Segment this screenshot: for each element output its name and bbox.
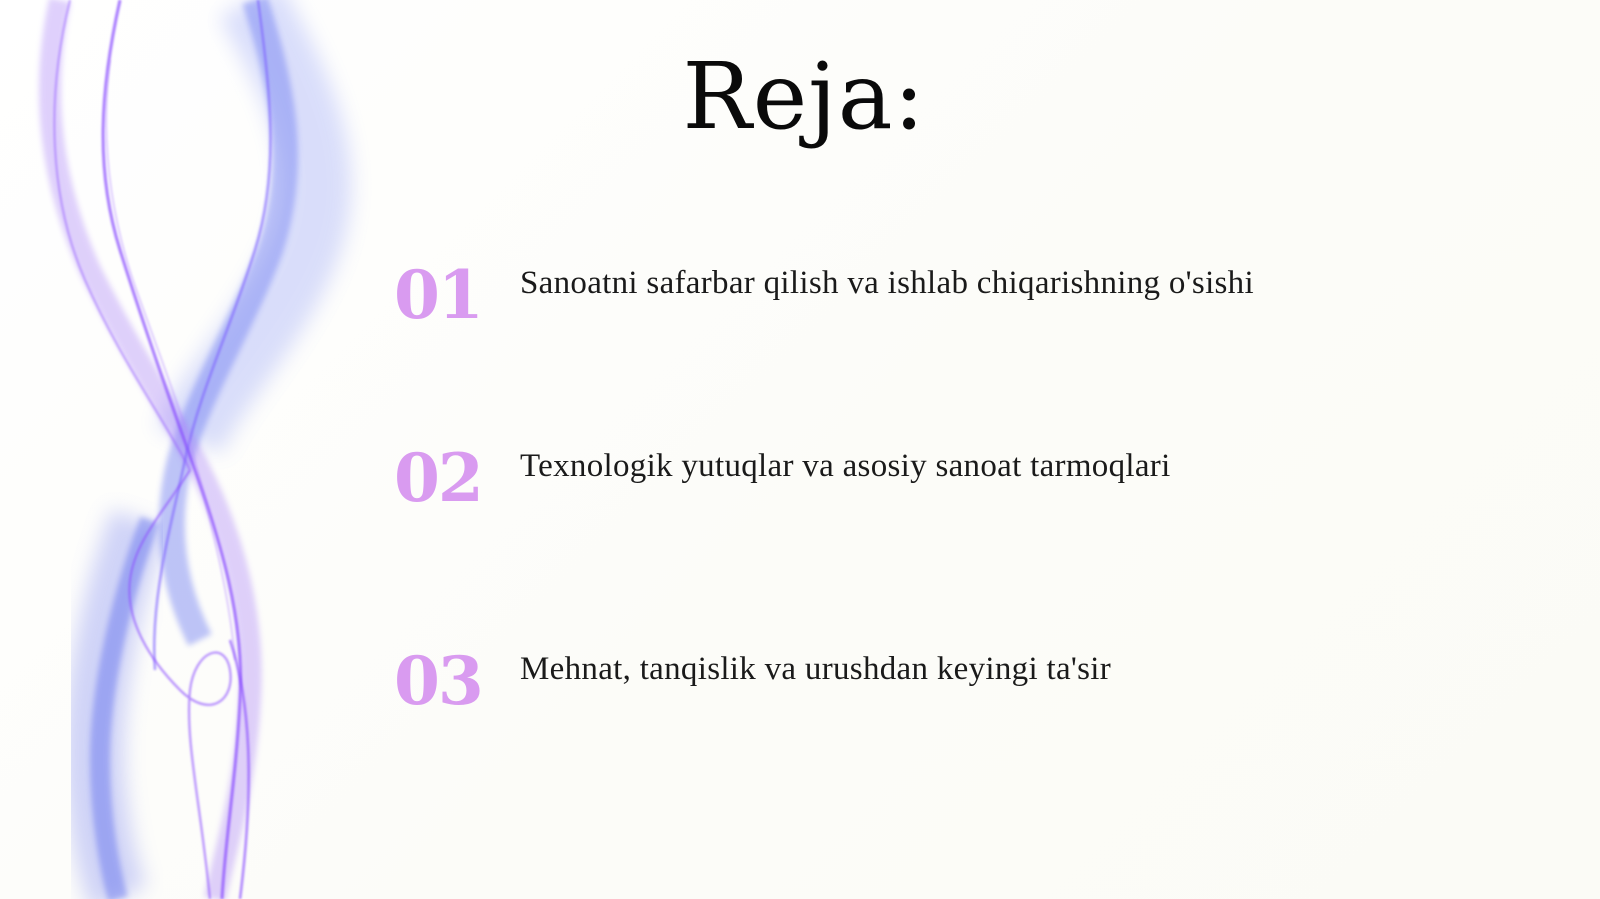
item-text: Mehnat, tanqislik va urushdan keyingi ta'sir xyxy=(520,651,1112,687)
item-text: Sanoatni safarbar qilish va ishlab chiqarishning o'sishi xyxy=(520,265,1254,301)
item-number: 01 xyxy=(394,256,482,334)
item-number: 03 xyxy=(394,642,482,720)
slide-title: Reja: xyxy=(682,43,926,150)
item-text: Texnologik yutuqlar va asosiy sanoat tarmoqlari xyxy=(520,448,1171,484)
item-number: 02 xyxy=(394,439,482,517)
